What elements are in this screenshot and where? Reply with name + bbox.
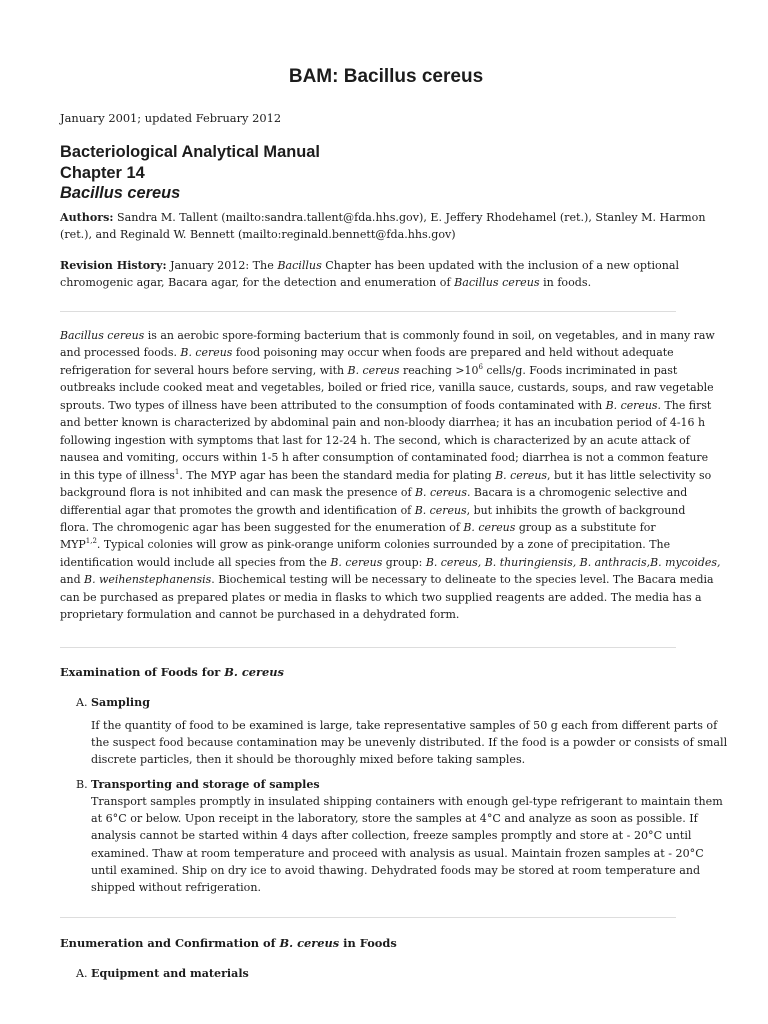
intro-line: flora. The chromogenic agar has been suggested for the enumeration of B. cereus group as a substitute for — [60, 520, 656, 534]
section-heading-enumeration: Enumeration and Confirmation of B. cereus in Foods — [60, 936, 397, 950]
intro-line: differential agar that promotes the growth and identification of B. cereus, but inhibits the growth of background — [60, 503, 686, 517]
body-line: examined. Thaw at room temperature and proceed with analysis as usual. Maintain frozen samples at - 20°C — [91, 846, 704, 860]
body-line: shipped without refrigeration. — [91, 881, 262, 895]
list-marker: A. — [76, 967, 88, 980]
authors-text: Sandra M. Tallent (mailto:sandra.tallent@fda.hhs.gov), E. Jeffery Rhodehamel (ret.), Stanley M. Harmon (ret.), and Reginald W. Bennett (mailto:reginald.bennett@fda.hhs.gov) — [60, 211, 706, 242]
list-marker: B. — [76, 778, 88, 791]
chapter-heading — [60, 142, 320, 204]
intro-line: background flora is not inhibited and can mask the presence of B. cereus. Bacara is a chromogenic selective and — [60, 486, 688, 500]
intro-line: and better known is characterized by abdominal pain and non-bloody diarrhea; it has an incubation period of 4-16 h — [60, 416, 705, 430]
revision-genus: Bacillus — [277, 259, 322, 272]
body-line: analysis cannot be started within 4 days after collection, freeze samples promptly and store at - 20°C until — [91, 829, 692, 843]
intro-line: outbreaks include cooked meat and vegetables, boiled or fried rice, vanilla sauce, custards, soups, and raw vegetable — [60, 381, 714, 395]
authors-paragraph — [60, 209, 712, 244]
intro-line: sprouts. Two types of illness have been attributed to the consumption of foods contaminated with B. cereus. The first — [60, 398, 712, 412]
intro-line: MYP$^{1,2}$. Typical colonies will grow as pink-orange uniform colonies surrounded by a zone of precipitation. The — [60, 537, 671, 552]
intro-paragraph — [60, 327, 721, 624]
subsection-body — [91, 717, 728, 769]
section-heading-examination: Examination of Foods for B. cereus — [60, 665, 284, 679]
body-line: the suspect food because contamination may be unevenly distributed. If the food is a powder or consists of small — [91, 736, 728, 750]
chapter-title: Bacillus cereus — [60, 184, 181, 202]
footnote-ref-1[interactable]: 1 — [174, 467, 180, 476]
intro-line: and processed foods. B. cereus food poisoning may occur when foods are prepared and held without adequate — [60, 346, 674, 360]
dateline: January 2001; updated February 2012 — [60, 111, 282, 125]
divider — [60, 311, 676, 312]
revision-species: Bacillus cereus — [454, 276, 540, 290]
authors-label: Authors: — [60, 211, 114, 224]
page-title: BAM: Bacillus cereus — [288, 66, 484, 87]
revision-text: in foods. — [539, 276, 592, 290]
divider — [60, 917, 676, 918]
revision-label: Revision History: — [60, 259, 167, 272]
chapter-number: Chapter 14 — [60, 163, 145, 182]
subsection-body — [91, 793, 723, 896]
intro-line: refrigeration for several hours before serving, with B. cereus reaching $>10^6$ cells/g. Foods incriminated in past — [60, 362, 678, 377]
intro-line: Bacillus cereus is an aerobic spore-forming bacterium that is commonly found in soil, on vegetables, and in many raw — [60, 329, 715, 342]
revision-text: January 2012: The — [166, 259, 278, 272]
intro-line: following ingestion with symptoms that last for 12-24 h. The second, which is characterized by an acute attack of — [60, 433, 690, 447]
body-line: discrete particles, then it should be thoroughly mixed before taking samples. — [91, 753, 526, 767]
footnote-ref-1-2[interactable]: 1,2 — [85, 537, 97, 546]
list-marker: A. — [76, 696, 88, 709]
body-line: If the quantity of food to be examined is large, take representative samples of 50 g each from different parts of — [91, 719, 718, 732]
subsection-heading: Transporting and storage of samples — [91, 778, 320, 791]
intro-line: and B. weihenstephanensis. Biochemical testing will be necessary to delineate to the species level. The Bacara media — [60, 573, 714, 587]
revision-text: Chapter has been updated with the inclusion of a new optional chromogenic agar, Bacara agar, for the detection and enumeration of — [60, 259, 680, 290]
body-line: Transport samples promptly in insulated shipping containers with enough gel-type refrigerant to maintain them — [91, 795, 723, 808]
intro-line: in this type of illness$^1$. The MYP agar has been the standard media for plating B. cereus, but it has little selectivity so — [60, 467, 712, 482]
manual-name: Bacteriological Analytical Manual — [60, 143, 320, 161]
intro-line: identification would include all species from the B. cereus group: B. cereus, B. thuringiensis, B. anthracis,B. mycoides, — [60, 555, 721, 569]
intro-line: proprietary formulation and cannot be purchased in a dehydrated form. — [60, 608, 460, 622]
subsection-heading: Equipment and materials — [91, 967, 249, 980]
intro-line: nausea and vomiting, occurs within 1-5 h after consumption of contaminated food; diarrhea is not a common feature — [60, 451, 709, 465]
revision-history-paragraph — [60, 257, 712, 292]
body-line: at 6°C or below. Upon receipt in the laboratory, store the samples at 4°C and analyze as soon as possible. If — [91, 812, 698, 826]
subsection-heading: Sampling — [91, 696, 150, 709]
body-line: until examined. Ship on dry ice to avoid thawing. Dehydrated foods may be stored at room temperature and — [91, 863, 701, 877]
intro-line: can be purchased as prepared plates or media in flasks to which two supplied reagents are added. The media has a — [60, 590, 702, 604]
divider — [60, 647, 676, 648]
